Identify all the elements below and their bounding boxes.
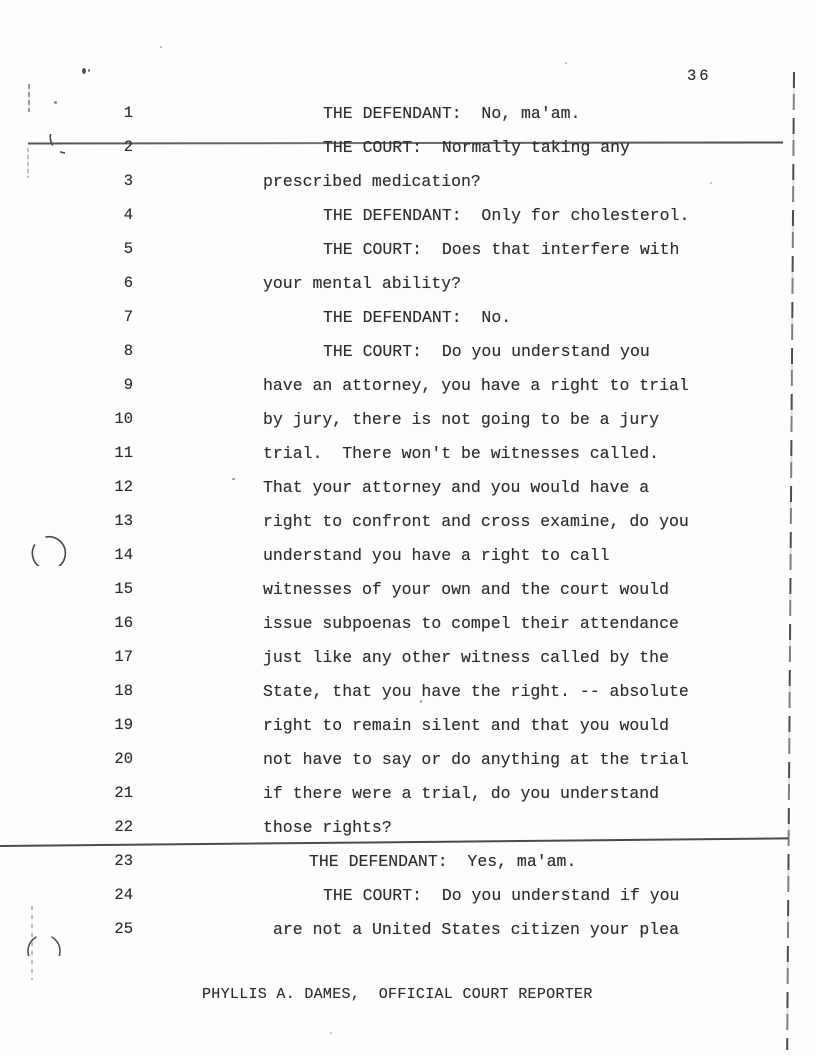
transcript-line	[0, 648, 816, 670]
line-number: 20	[114, 750, 133, 768]
line-number: 19	[114, 716, 133, 734]
line-number: 7	[123, 308, 133, 326]
reporter-footer: PHYLLIS A. DAMES, OFFICIAL COURT REPORTER	[202, 986, 593, 1003]
transcript-line	[0, 580, 816, 602]
speaker-line-text: THE COURT: Do you understand you	[323, 342, 650, 361]
speaker-line-text: THE COURT: Do you understand if you	[323, 886, 680, 905]
speaker-line-text: THE DEFENDANT: Yes, ma'am.	[309, 852, 577, 871]
transcript-line	[0, 308, 816, 330]
line-number: 14	[114, 546, 133, 564]
line-number: 22	[114, 818, 133, 836]
transcript-line	[0, 852, 816, 874]
continuation-line-text: right to remain silent and that you would	[263, 716, 669, 735]
line-number: 23	[114, 852, 133, 870]
transcript-line	[0, 478, 816, 500]
transcript-line	[0, 274, 816, 296]
continuation-line-text: just like any other witness called by the	[263, 648, 669, 667]
transcript-line	[0, 546, 816, 568]
transcript-line	[0, 376, 816, 398]
continuation-line-text: if there were a trial, do you understand	[263, 784, 660, 803]
transcript-line	[0, 920, 816, 942]
transcript-line	[0, 614, 816, 636]
line-number: 15	[114, 580, 133, 598]
scan-speck	[160, 46, 162, 48]
transcript-line	[0, 818, 816, 840]
continuation-line-text: have an attorney, you have a right to trial	[263, 376, 689, 395]
continuation-line-text: State, that you have the right. -- absolute	[263, 682, 689, 701]
line-number: 1	[123, 104, 133, 122]
transcript-line	[0, 104, 816, 126]
page-number: 36	[687, 67, 712, 85]
continuation-line-text: prescribed medication?	[263, 172, 481, 191]
continuation-line-text: by jury, there is not going to be a jury	[263, 410, 660, 429]
speaker-line-text: THE COURT: Does that interfere with	[323, 240, 680, 259]
transcript-line	[0, 784, 816, 806]
line-number: 4	[123, 206, 133, 224]
scan-speck	[88, 69, 90, 72]
continuation-line-text: trial. There won't be witnesses called.	[263, 444, 660, 463]
scan-speck	[82, 68, 86, 74]
line-number: 17	[114, 648, 133, 666]
transcript-line	[0, 512, 816, 534]
line-number: 25	[114, 920, 133, 938]
scan-speck	[565, 62, 567, 64]
line-number: 2	[123, 138, 133, 156]
transcript-line	[0, 138, 816, 160]
continuation-line-text: issue subpoenas to compel their attendance	[263, 614, 679, 633]
line-number: 10	[114, 410, 133, 428]
speaker-line-text: THE DEFENDANT: No, ma'am.	[323, 104, 581, 123]
speaker-line-text: THE DEFENDANT: Only for cholesterol.	[323, 206, 690, 225]
continuation-line-text: understand you have a right to call	[263, 546, 610, 565]
transcript-body	[0, 104, 816, 964]
line-number: 6	[123, 274, 133, 292]
continuation-line-text: That your attorney and you would have a	[263, 478, 650, 497]
transcript-line	[0, 716, 816, 738]
transcript-line	[0, 682, 816, 704]
transcript-line	[0, 750, 816, 772]
speaker-line-text: THE COURT: Normally taking any	[323, 138, 630, 157]
transcript-line	[0, 444, 816, 466]
line-number: 8	[123, 342, 133, 360]
continuation-line-text: those rights?	[263, 818, 392, 837]
line-number: 9	[123, 376, 133, 394]
speaker-line-text: THE DEFENDANT: No.	[323, 308, 512, 327]
continuation-line-text: your mental ability?	[263, 274, 462, 293]
transcript-line	[0, 172, 816, 194]
line-number: 16	[114, 614, 133, 632]
transcript-line	[0, 886, 816, 908]
transcript-line	[0, 206, 816, 228]
transcript-line	[0, 342, 816, 364]
transcript-line	[0, 410, 816, 432]
line-number: 24	[114, 886, 133, 904]
line-number: 11	[114, 444, 133, 462]
continuation-line-text: not have to say or do anything at the trial	[263, 750, 689, 769]
continuation-line-text: are not a United States citizen your plea	[273, 920, 679, 939]
line-number: 3	[123, 172, 133, 190]
line-number: 21	[114, 784, 133, 802]
line-number: 18	[114, 682, 133, 700]
line-number: 13	[114, 512, 133, 530]
line-number: 12	[114, 478, 133, 496]
continuation-line-text: right to confront and cross examine, do you	[263, 512, 689, 531]
continuation-line-text: witnesses of your own and the court would	[263, 580, 669, 599]
transcript-line	[0, 240, 816, 262]
line-number: 5	[123, 240, 133, 258]
scan-speck	[330, 1032, 332, 1034]
